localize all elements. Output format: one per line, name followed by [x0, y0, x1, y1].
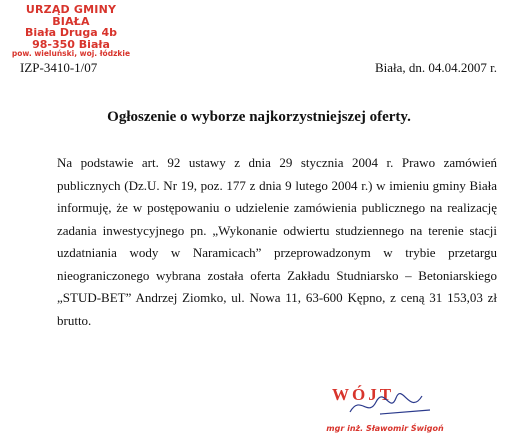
- reference-number: IZP-3410-1/07: [20, 60, 98, 75]
- stamp-line-3: 98-350 Biała: [32, 37, 110, 51]
- stamp-line-1: URZĄD GMINY BIAŁA: [25, 3, 117, 28]
- stamp-wojt-text: WÓJT: [332, 385, 395, 404]
- document-date: Biała, dn. 04.04.2007 r.: [374, 60, 497, 75]
- stamp-line-4: pow. wieluński, woj. łódzkie: [11, 49, 131, 59]
- body-paragraph: Na podstawie art. 92 ustawy z dnia 29 stycznia 2004 r. Prawo zamówień publicznych (Dz.U. Nr 19, poz. 177 z dnia 9 lutego 2004 r.) w imieniu gminy Biała informuję, że w postępowaniu o udzielenie zamówienia publicznego na realizację zadania inwestycyjnego pn. „Wykonanie odwiertu studziennego na terenie stacji uzdatniania wody w Naramicach” przeprowadzonym w trybie przetargu nieograniczonego wybrana została oferta Zakładu Studniarsko – Betoniarskiego „STUD-BET” Andrzej Ziomko, ul. Nowa 11, 63-600 Kępno, z ceną 31 153,03 zł brutto.: [57, 155, 497, 328]
- stamp-line-2: Biała Druga 4b: [25, 26, 117, 40]
- signatory-name: mgr inż. Sławomir Świgoń: [326, 424, 444, 433]
- document-title: Ogłoszenie o wyborze najkorzystniejszej oferty.: [107, 109, 411, 125]
- document-body: [57, 152, 497, 332]
- office-stamp: [6, 4, 136, 58]
- signature-stamp: [330, 384, 440, 420]
